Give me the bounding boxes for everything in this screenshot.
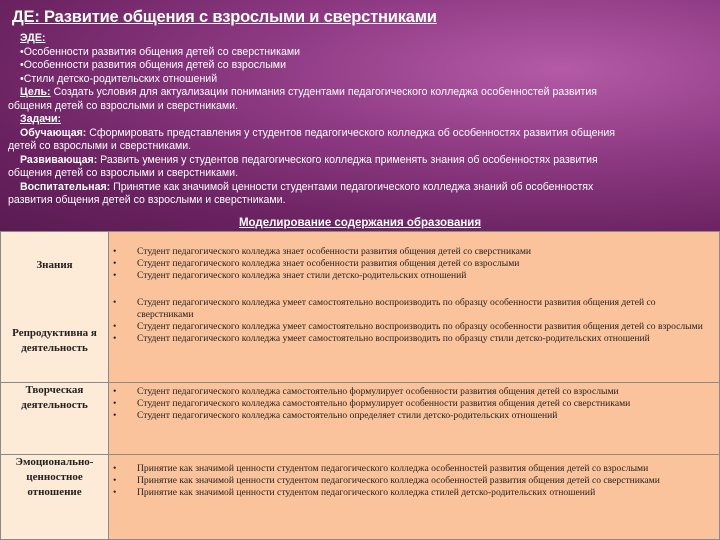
header-panel [0,0,720,232]
row-label: Эмоционально-ценностное отношение [15,456,94,498]
list-item: • Студент педагогического колледжа умеет самостоятельно воспроизводить по образцу стили детско-родительских отношений [137,333,713,345]
task-label: Обучающая: [20,126,87,139]
row-label: Репродуктивна я деятельность [12,326,97,354]
list-item: • Студент педагогического колледжа знает особенности развития общения детей со сверстниками [137,246,713,258]
goal-text: Создать условия для актуализации понимания студентами педагогического колледжа особенностей развития [50,86,598,98]
list-item: • Студент педагогического колледжа умеет самостоятельно воспроизводить по образцу особенности развития общения детей со сверстниками [137,297,713,321]
goal-line [8,86,708,100]
goal-text-cont: общения детей со взрослыми и сверстниками. [8,99,239,112]
table-row [1,383,720,455]
row-label-cell [1,383,109,455]
content-table [0,231,720,540]
task-text-cont: общения детей со взрослыми и сверстниками. [8,167,239,179]
row-label-cell [1,455,109,540]
row-label-cell [1,232,109,383]
task-text-cont: развития общения детей со взрослыми и сверстниками. [8,194,286,206]
list-item: • Студент педагогического колледжа самостоятельно определяет стили детско-родительских отношений [137,410,713,422]
row-content-cell [109,232,720,383]
list-item: • Студент педагогического колледжа умеет самостоятельно воспроизводить по образцу особенности развития общения детей со взрослыми [137,321,713,333]
list-item: • Принятие как значимой ценности студентом педагогического колледжа особенностей развития общения детей со взрослыми [137,463,713,475]
tasks-label: Задачи: [20,113,62,125]
ede-item: •Особенности развития общения детей со взрослыми [20,59,287,71]
list-item: • Принятие как значимой ценности студентом педагогического колледжа стилей детско-родительских отношений [137,487,713,499]
goal-label: Цель: [20,86,51,98]
row-content-cell [109,383,720,455]
ede-label: ЭДЕ: [20,32,46,44]
task-text-cont: детей со взрослыми и сверстниками. [8,140,192,152]
list-item: • Студент педагогического колледжа знает стили детско-родительских отношений [137,270,713,282]
bullet-list [109,246,719,282]
list-item: • Студент педагогического колледжа самостоятельно формулирует особенности развития общения детей со взрослыми [137,386,713,398]
description-block [8,32,708,208]
row-label: Знания [36,259,73,272]
task-line [8,181,708,195]
row-label: Творческая деятельность [21,384,88,411]
list-item: • Принятие как значимой ценности студентом педагогического колледжа особенностей развития общения детей со сверстниками [137,475,713,487]
table-row [1,232,720,383]
ede-item: •Стили детско-родительских отношений [20,72,218,85]
task-text: Принятие как значимой ценности студентами педагогического колледжа знаний об особенностях [110,180,594,193]
bullet-list [109,297,719,345]
page-title: ДЕ: Развитие общения с взрослыми и сверстниками [12,8,437,26]
ede-item: •Особенности развития общения детей со сверстниками [20,45,301,58]
task-line [8,154,708,168]
task-text: Развить умения у студентов педагогического колледжа применять знания об особенностях развития [97,153,598,166]
list-item: • Студент педагогического колледжа самостоятельно формулирует особенности развития общения детей со сверстниками [137,398,713,410]
task-text: Сформировать представления у студентов педагогического колледжа об особенностях развития общения [86,126,615,139]
task-line [8,127,708,141]
bullet-list [109,463,719,499]
model-title: Моделирование содержания образования [238,217,482,229]
row-content-cell [109,455,720,540]
list-item: • Студент педагогического колледжа знает особенности развития общения детей со взрослыми [137,258,713,270]
task-label: Развивающая: [20,153,98,166]
table-row [1,455,720,540]
bullet-list [109,386,719,422]
task-label: Воспитательная: [20,180,111,193]
